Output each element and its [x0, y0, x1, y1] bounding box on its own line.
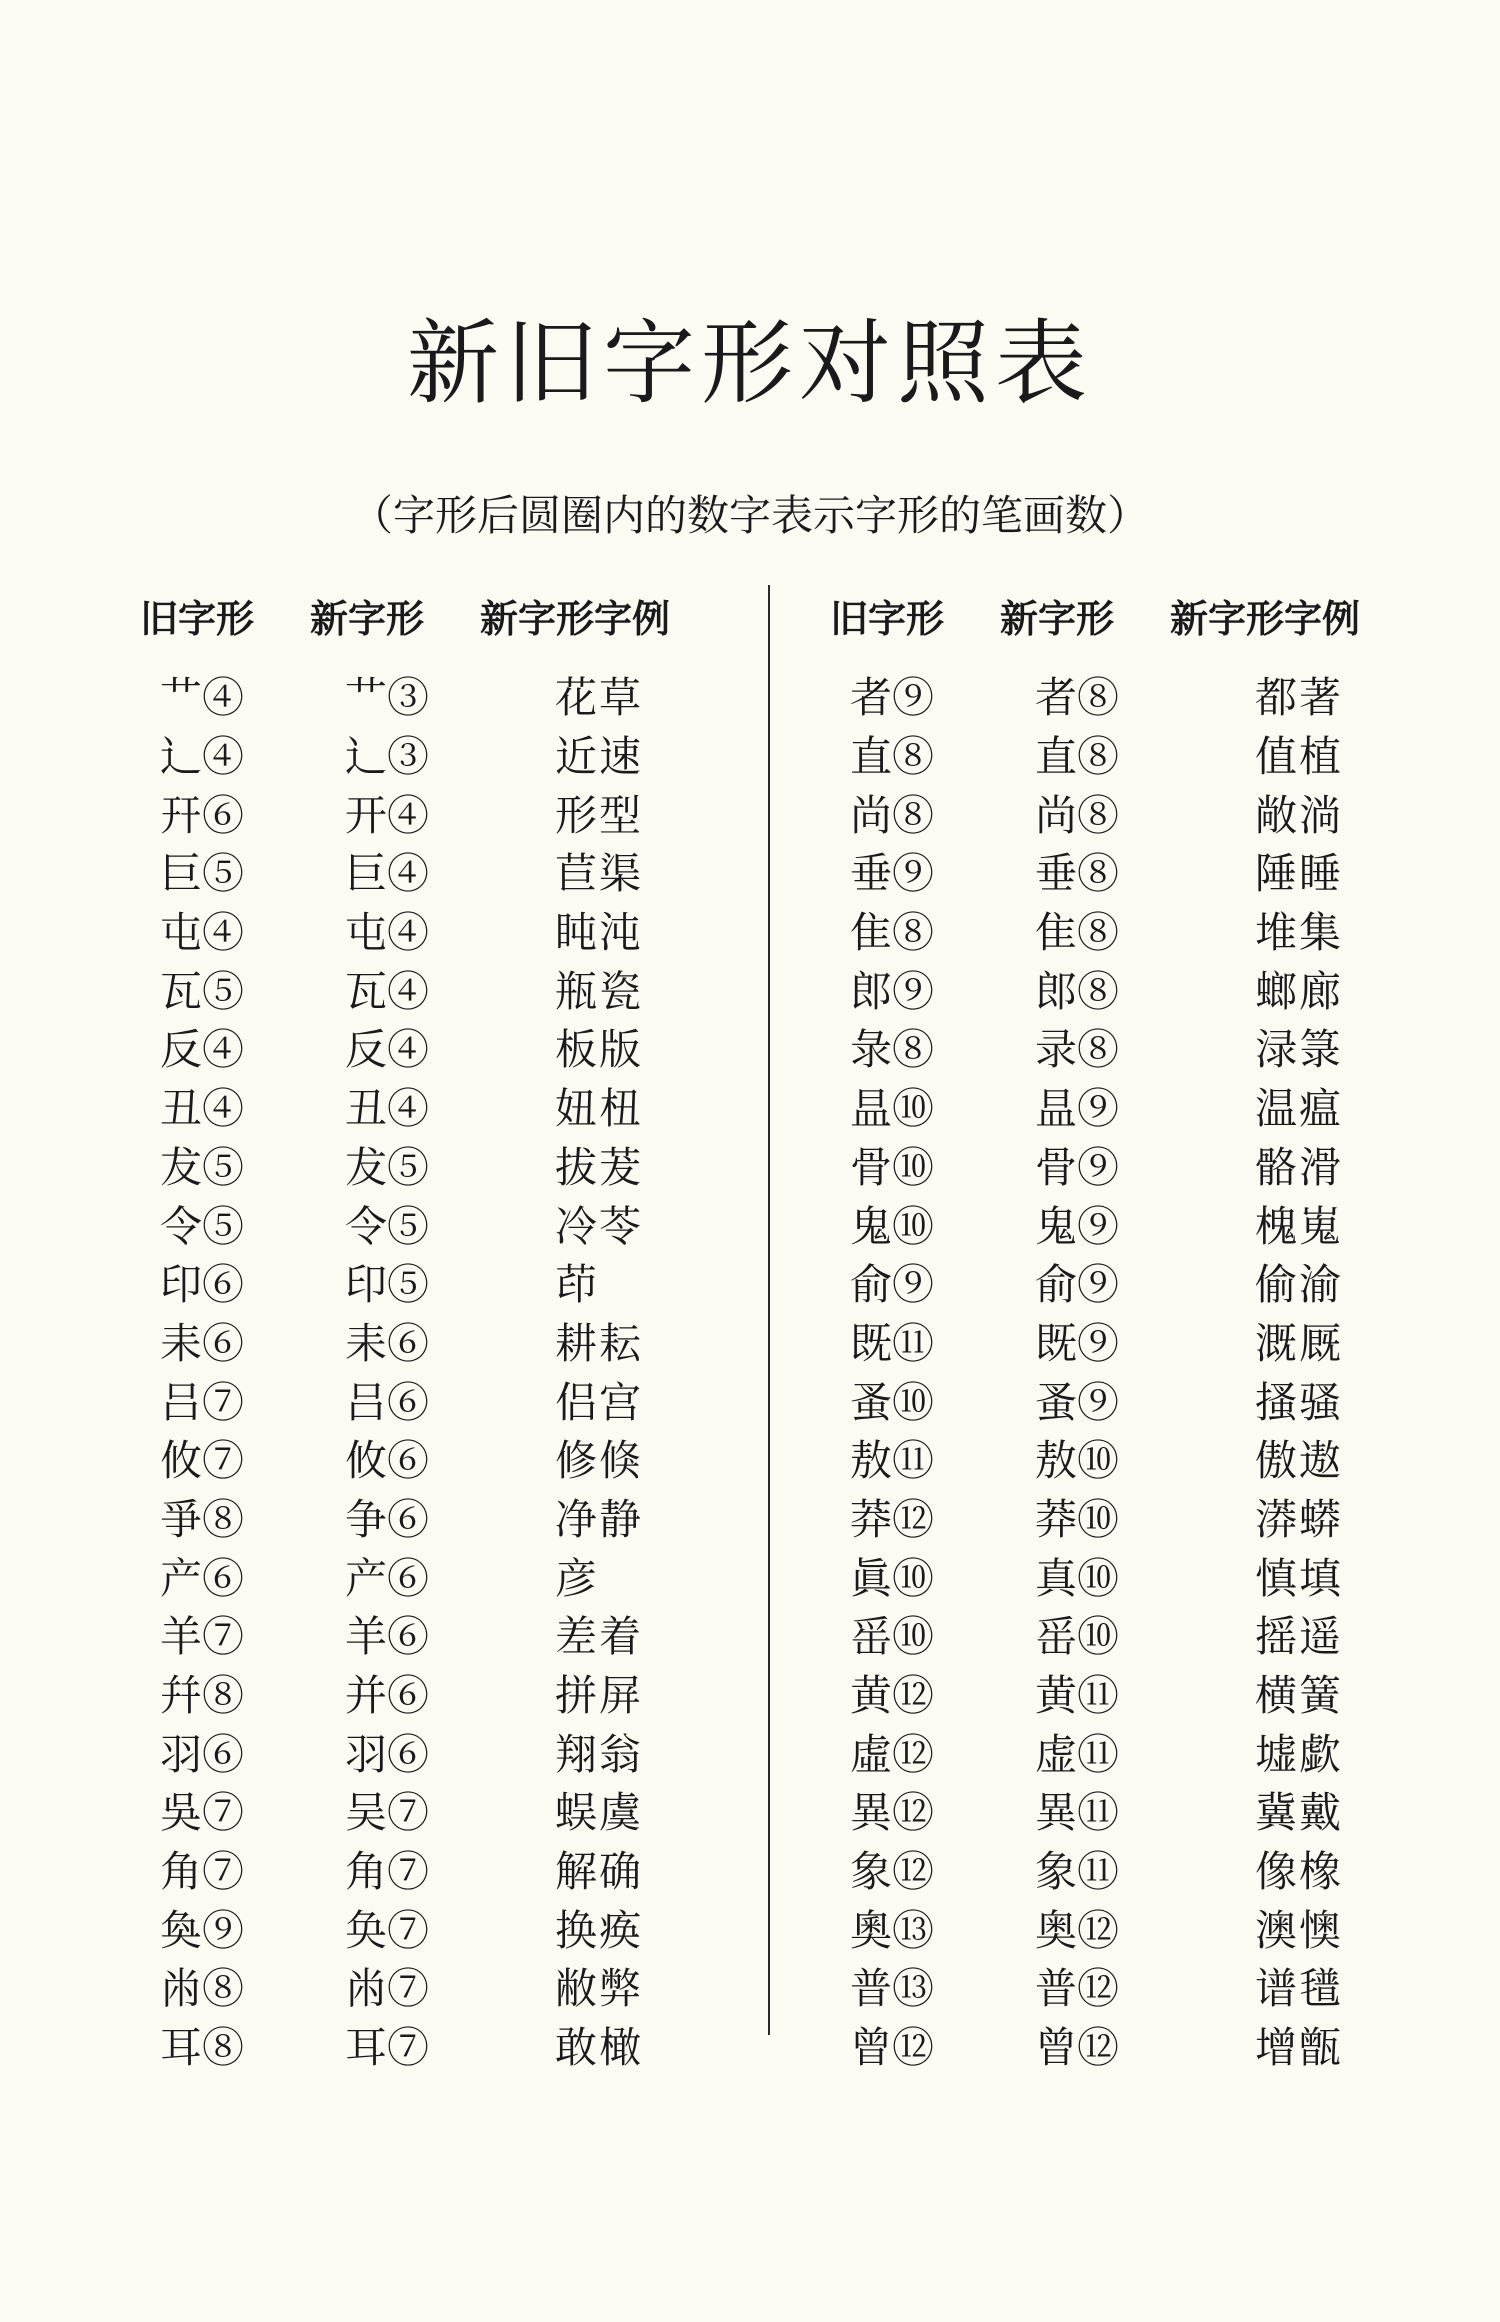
old-form: 反④ [160, 1025, 245, 1075]
example-chars: 槐嵬 [1255, 1201, 1344, 1251]
new-form: 产⑥ [345, 1553, 430, 1603]
example-chars: 墟歔 [1255, 1729, 1344, 1779]
example-chars: 换痪 [555, 1905, 644, 1955]
old-form: 俞⑨ [850, 1260, 935, 1310]
old-form: 辶④ [160, 732, 245, 782]
table-row [140, 1840, 740, 1899]
left-table [140, 580, 740, 2075]
old-form: 印⑥ [160, 1260, 245, 1310]
new-form: 耳⑦ [345, 2023, 430, 2073]
old-form: 隹⑧ [850, 908, 935, 958]
new-form: 耒⑥ [345, 1318, 430, 1368]
table-row [830, 1605, 1430, 1664]
new-form: 犮⑤ [345, 1142, 430, 1192]
table-row [830, 901, 1430, 960]
table-row [140, 1898, 740, 1957]
old-form: 羊⑦ [160, 1612, 245, 1662]
new-form: 俞⑨ [1035, 1260, 1120, 1310]
table-row [140, 1018, 740, 1077]
new-form: 既⑨ [1035, 1318, 1120, 1368]
table-row [140, 1722, 740, 1781]
example-chars: 搔骚 [1255, 1377, 1344, 1427]
example-chars: 冷苓 [555, 1201, 644, 1251]
example-chars: 都著 [1255, 673, 1344, 723]
table-row [140, 959, 740, 1018]
header-old: 旧字形 [830, 596, 945, 641]
new-form: 曾⑫ [1035, 2023, 1120, 2073]
example-chars: 堆集 [1255, 908, 1344, 958]
table-row [830, 1898, 1430, 1957]
table-row [140, 901, 740, 960]
example-chars: 彦 [555, 1553, 600, 1603]
table-row [830, 1018, 1430, 1077]
example-chars: 慎填 [1255, 1553, 1344, 1603]
right-table [830, 580, 1430, 2075]
example-chars: 翔翁 [555, 1729, 644, 1779]
new-form: 敖⑩ [1035, 1436, 1120, 1486]
new-form: 巨④ [345, 849, 430, 899]
old-form: 既⑪ [850, 1318, 935, 1368]
old-form: 普⑬ [850, 1964, 935, 2014]
new-form: 奥⑫ [1035, 1905, 1120, 1955]
example-chars: 谱氆 [1255, 1964, 1344, 2014]
right-rows [830, 666, 1430, 2075]
example-chars: 拼屏 [555, 1671, 644, 1721]
table-row [140, 1194, 740, 1253]
old-form: 垂⑨ [850, 849, 935, 899]
example-chars: 茚 [555, 1260, 600, 1310]
example-chars: 像橡 [1255, 1847, 1344, 1897]
table-row [140, 1312, 740, 1371]
table-row [140, 1781, 740, 1840]
new-form: 隹⑧ [1035, 908, 1120, 958]
old-form: 眞⑩ [850, 1553, 935, 1603]
example-chars: 澳懊 [1255, 1905, 1344, 1955]
old-form: 攸⑦ [160, 1436, 245, 1486]
old-form: 艹④ [160, 673, 245, 723]
new-form: 反④ [345, 1025, 430, 1075]
left-rows [140, 666, 740, 2075]
example-chars: 花草 [555, 673, 644, 723]
page-title: 新旧字形对照表 [406, 310, 1093, 417]
old-form: 尚⑧ [850, 790, 935, 840]
column-divider [768, 585, 770, 2035]
old-form: 異⑫ [850, 1788, 935, 1838]
example-chars: 苣渠 [555, 849, 644, 899]
old-form: 者⑨ [850, 673, 935, 723]
old-form: 耳⑧ [160, 2023, 245, 2073]
old-form: 㡀⑧ [160, 1964, 245, 2014]
old-form: 丑④ [160, 1084, 245, 1134]
table-row [830, 1429, 1430, 1488]
table-row [830, 2016, 1430, 2075]
old-form: 角⑦ [160, 1847, 245, 1897]
table-row [140, 783, 740, 842]
old-form: 瓦⑤ [160, 966, 245, 1016]
table-row [830, 1253, 1430, 1312]
new-form: 者⑧ [1035, 673, 1120, 723]
example-chars: 形型 [555, 790, 644, 840]
old-form: 昷⑩ [850, 1084, 935, 1134]
old-form: 犮⑤ [160, 1142, 245, 1192]
example-chars: 溉厩 [1255, 1318, 1344, 1368]
header-new: 新字形 [310, 596, 425, 641]
example-chars: 摇遥 [1255, 1612, 1344, 1662]
new-form: 㡀⑦ [345, 1964, 430, 2014]
table-row [140, 842, 740, 901]
new-form: 莽⑩ [1035, 1494, 1120, 1544]
table-row [140, 1136, 740, 1195]
example-chars: 傲遨 [1255, 1436, 1344, 1486]
old-form: 郎⑨ [850, 966, 935, 1016]
table-row [830, 1781, 1430, 1840]
old-form: 羽⑥ [160, 1729, 245, 1779]
table-row [830, 959, 1430, 1018]
table-row [830, 1957, 1430, 2016]
old-form: 奧⑬ [850, 1905, 935, 1955]
old-form: 象⑫ [850, 1847, 935, 1897]
example-chars: 修倏 [555, 1436, 644, 1486]
header-new: 新字形 [1000, 596, 1115, 641]
old-form: 爭⑧ [160, 1494, 245, 1544]
example-chars: 蜈虞 [555, 1788, 644, 1838]
old-form: 产⑥ [160, 1553, 245, 1603]
old-form: 黄⑫ [850, 1671, 935, 1721]
example-chars: 漭蟒 [1255, 1494, 1344, 1544]
old-form: 䍃⑩ [850, 1612, 935, 1662]
table-row [830, 1136, 1430, 1195]
old-form: 鬼⑩ [850, 1201, 935, 1251]
new-form: 骨⑨ [1035, 1142, 1120, 1192]
table-row [830, 1722, 1430, 1781]
new-form: 丑④ [345, 1084, 430, 1134]
new-form: 異⑪ [1035, 1788, 1120, 1838]
new-form: 昷⑨ [1035, 1084, 1120, 1134]
page-subtitle: （字形后圆圈内的数字表示字形的笔画数） [350, 491, 1149, 540]
example-chars: 净静 [555, 1494, 644, 1544]
table-row [140, 1664, 740, 1723]
example-chars: 温瘟 [1255, 1084, 1344, 1134]
example-chars: 值植 [1255, 732, 1344, 782]
table-row [140, 1605, 740, 1664]
example-chars: 拔茇 [555, 1142, 644, 1192]
new-form: 象⑪ [1035, 1847, 1120, 1897]
new-form: 郎⑧ [1035, 966, 1120, 1016]
old-form: 直⑧ [850, 732, 935, 782]
new-form: 瓦④ [345, 966, 430, 1016]
header-old: 旧字形 [140, 596, 255, 641]
old-form: 敖⑪ [850, 1436, 935, 1486]
new-form: 奂⑦ [345, 1905, 430, 1955]
table-row [830, 1194, 1430, 1253]
example-chars: 侣宫 [555, 1377, 644, 1427]
table-header [140, 580, 740, 650]
new-form: 虚⑪ [1035, 1729, 1120, 1779]
old-form: 屯④ [160, 908, 245, 958]
old-form: 吳⑦ [160, 1788, 245, 1838]
table-row [830, 1546, 1430, 1605]
table-row [830, 783, 1430, 842]
table-row [140, 1077, 740, 1136]
table-row [830, 1840, 1430, 1899]
old-form: 巨⑤ [160, 849, 245, 899]
example-chars: 盹沌 [555, 908, 644, 958]
example-chars: 敢橄 [555, 2023, 644, 2073]
new-form: 攸⑥ [345, 1436, 430, 1486]
old-form: 奐⑨ [160, 1905, 245, 1955]
new-form: 录⑧ [1035, 1025, 1120, 1075]
new-form: 普⑫ [1035, 1964, 1120, 2014]
old-form: 彔⑧ [850, 1025, 935, 1075]
new-form: 蚤⑨ [1035, 1377, 1120, 1427]
old-form: 骨⑩ [850, 1142, 935, 1192]
example-chars: 螂廊 [1255, 966, 1344, 1016]
table-header [830, 580, 1430, 650]
example-chars: 敝弊 [555, 1964, 644, 2014]
new-form: 艹③ [345, 673, 430, 723]
table-row [140, 1253, 740, 1312]
table-row [140, 1488, 740, 1547]
table-row [140, 666, 740, 725]
example-chars: 增甑 [1255, 2023, 1344, 2073]
table-row [140, 725, 740, 784]
new-form: 尚⑧ [1035, 790, 1120, 840]
example-chars: 敞淌 [1255, 790, 1344, 840]
new-form: 䍃⑩ [1035, 1612, 1120, 1662]
new-form: 屯④ [345, 908, 430, 958]
table-row [830, 1488, 1430, 1547]
header-examples: 新字形字例 [480, 596, 671, 641]
old-form: 虛⑫ [850, 1729, 935, 1779]
example-chars: 瓶瓷 [555, 966, 644, 1016]
example-chars: 解确 [555, 1847, 644, 1897]
example-chars: 横簧 [1255, 1671, 1344, 1721]
new-form: 吴⑦ [345, 1788, 430, 1838]
new-form: 辶③ [345, 732, 430, 782]
old-form: 幵⑥ [160, 790, 245, 840]
old-form: 吕⑦ [160, 1377, 245, 1427]
example-chars: 骼滑 [1255, 1142, 1344, 1192]
new-form: 黄⑪ [1035, 1671, 1120, 1721]
example-chars: 偷渝 [1255, 1260, 1344, 1310]
table-row [830, 1077, 1430, 1136]
new-form: 羽⑥ [345, 1729, 430, 1779]
new-form: 鬼⑨ [1035, 1201, 1120, 1251]
old-form: 莽⑫ [850, 1494, 935, 1544]
example-chars: 妞杻 [555, 1084, 644, 1134]
table-row [830, 1664, 1430, 1723]
example-chars: 陲睡 [1255, 849, 1344, 899]
table-row [830, 1370, 1430, 1429]
new-form: 争⑥ [345, 1494, 430, 1544]
table-row [140, 2016, 740, 2075]
example-chars: 冀戴 [1255, 1788, 1344, 1838]
old-form: 耒⑥ [160, 1318, 245, 1368]
old-form: 幷⑧ [160, 1671, 245, 1721]
table-row [140, 1957, 740, 2016]
header-examples: 新字形字例 [1170, 596, 1361, 641]
new-form: 羊⑥ [345, 1612, 430, 1662]
new-form: 垂⑧ [1035, 849, 1120, 899]
new-form: 令⑤ [345, 1201, 430, 1251]
new-form: 直⑧ [1035, 732, 1120, 782]
new-form: 并⑥ [345, 1671, 430, 1721]
new-form: 角⑦ [345, 1847, 430, 1897]
new-form: 真⑩ [1035, 1553, 1120, 1603]
old-form: 令⑤ [160, 1201, 245, 1251]
table-row [140, 1429, 740, 1488]
old-form: 蚤⑩ [850, 1377, 935, 1427]
example-chars: 差着 [555, 1612, 644, 1662]
table-row [830, 842, 1430, 901]
table-row [140, 1370, 740, 1429]
example-chars: 耕耘 [555, 1318, 644, 1368]
new-form: 印⑤ [345, 1260, 430, 1310]
table-row [830, 725, 1430, 784]
new-form: 开④ [345, 790, 430, 840]
table-row [140, 1546, 740, 1605]
old-form: 曾⑫ [850, 2023, 935, 2073]
table-row [830, 666, 1430, 725]
new-form: 吕⑥ [345, 1377, 430, 1427]
example-chars: 渌箓 [1255, 1025, 1344, 1075]
example-chars: 近速 [555, 732, 644, 782]
table-row [830, 1312, 1430, 1371]
example-chars: 板版 [555, 1025, 644, 1075]
